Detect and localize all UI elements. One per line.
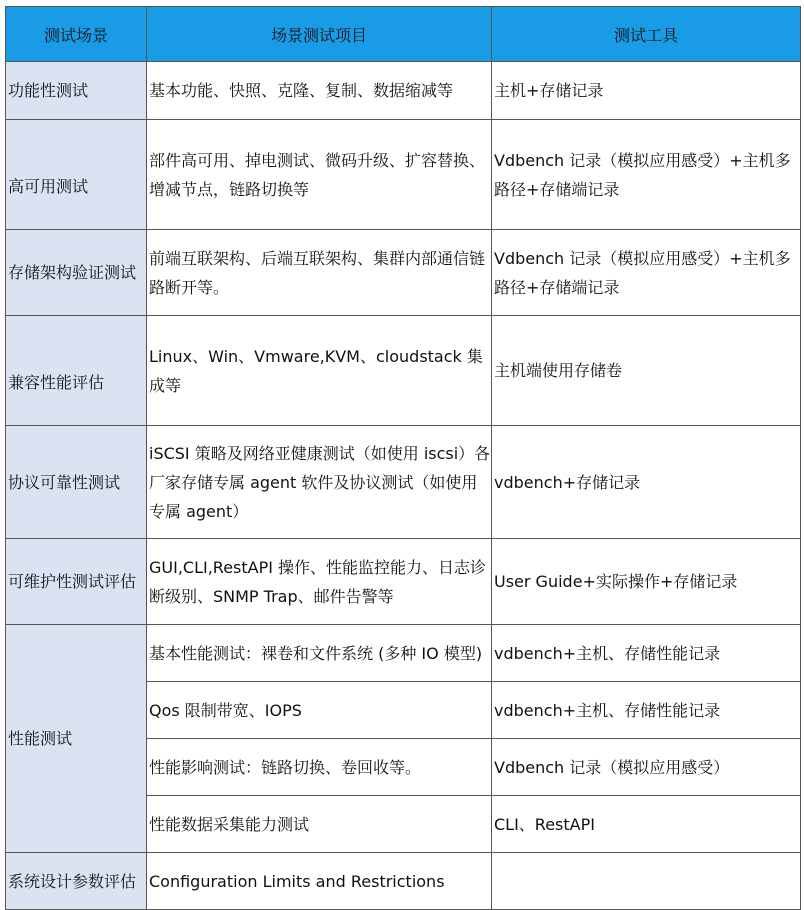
table-row <box>6 62 801 120</box>
table-row <box>6 316 801 426</box>
item-cell: Qos 限制带宽、IOPS <box>147 682 492 739</box>
scene-cell: 功能性测试 <box>6 62 147 120</box>
item-cell: Configuration Limits and Restrictions <box>147 853 492 910</box>
header-item: 场景测试项目 <box>147 7 492 62</box>
tool-cell: vdbench+存储记录 <box>492 426 801 539</box>
item-cell: GUI,CLI,RestAPI 操作、性能监控能力、日志诊断级别、SNMP Trap、邮件告警等 <box>147 539 492 625</box>
tool-cell: CLI、RestAPI <box>492 796 801 853</box>
scene-cell: 高可用测试 <box>6 120 147 230</box>
table-row <box>6 625 801 682</box>
tool-cell <box>492 853 801 910</box>
table-row <box>6 426 801 539</box>
item-cell: 前端互联架构、后端互联架构、集群内部通信链路断开等。 <box>147 230 492 316</box>
item-cell: 性能数据采集能力测试 <box>147 796 492 853</box>
item-cell: 部件高可用、掉电测试、微码升级、扩容替换、增减节点，链路切换等 <box>147 120 492 230</box>
test-table-container <box>5 6 801 910</box>
scene-cell: 兼容性能评估 <box>6 316 147 426</box>
tool-cell: 主机端使用存储卷 <box>492 316 801 426</box>
item-cell: Linux、Win、Vmware,KVM、cloudstack 集成等 <box>147 316 492 426</box>
tool-cell: vdbench+主机、存储性能记录 <box>492 625 801 682</box>
scene-cell: 系统设计参数评估 <box>6 853 147 910</box>
scene-cell: 性能测试 <box>6 625 147 853</box>
tool-cell: 主机+存储记录 <box>492 62 801 120</box>
tool-cell: vdbench+主机、存储性能记录 <box>492 682 801 739</box>
table-row <box>6 230 801 316</box>
item-cell: 基本性能测试：裸卷和文件系统 (多种 IO 模型) <box>147 625 492 682</box>
tool-cell: Vdbench 记录（模拟应用感受） <box>492 739 801 796</box>
item-cell: 性能影响测试：链路切换、卷回收等。 <box>147 739 492 796</box>
scene-cell: 协议可靠性测试 <box>6 426 147 539</box>
test-scenario-table <box>5 6 801 910</box>
item-cell: 基本功能、快照、克隆、复制、数据缩减等 <box>147 62 492 120</box>
table-header-row <box>6 7 801 62</box>
table-row <box>6 853 801 910</box>
tool-cell: Vdbench 记录（模拟应用感受）+主机多路径+存储端记录 <box>492 230 801 316</box>
item-cell: iSCSI 策略及网络亚健康测试（如使用 iscsi）各厂家存储专属 agent 软件及协议测试（如使用专属 agent） <box>147 426 492 539</box>
header-tool: 测试工具 <box>492 7 801 62</box>
tool-cell: User Guide+实际操作+存储记录 <box>492 539 801 625</box>
table-row <box>6 539 801 625</box>
tool-cell: Vdbench 记录（模拟应用感受）+主机多路径+存储端记录 <box>492 120 801 230</box>
scene-cell: 存储架构验证测试 <box>6 230 147 316</box>
table-row <box>6 120 801 230</box>
scene-cell: 可维护性测试评估 <box>6 539 147 625</box>
header-scene: 测试场景 <box>6 7 147 62</box>
